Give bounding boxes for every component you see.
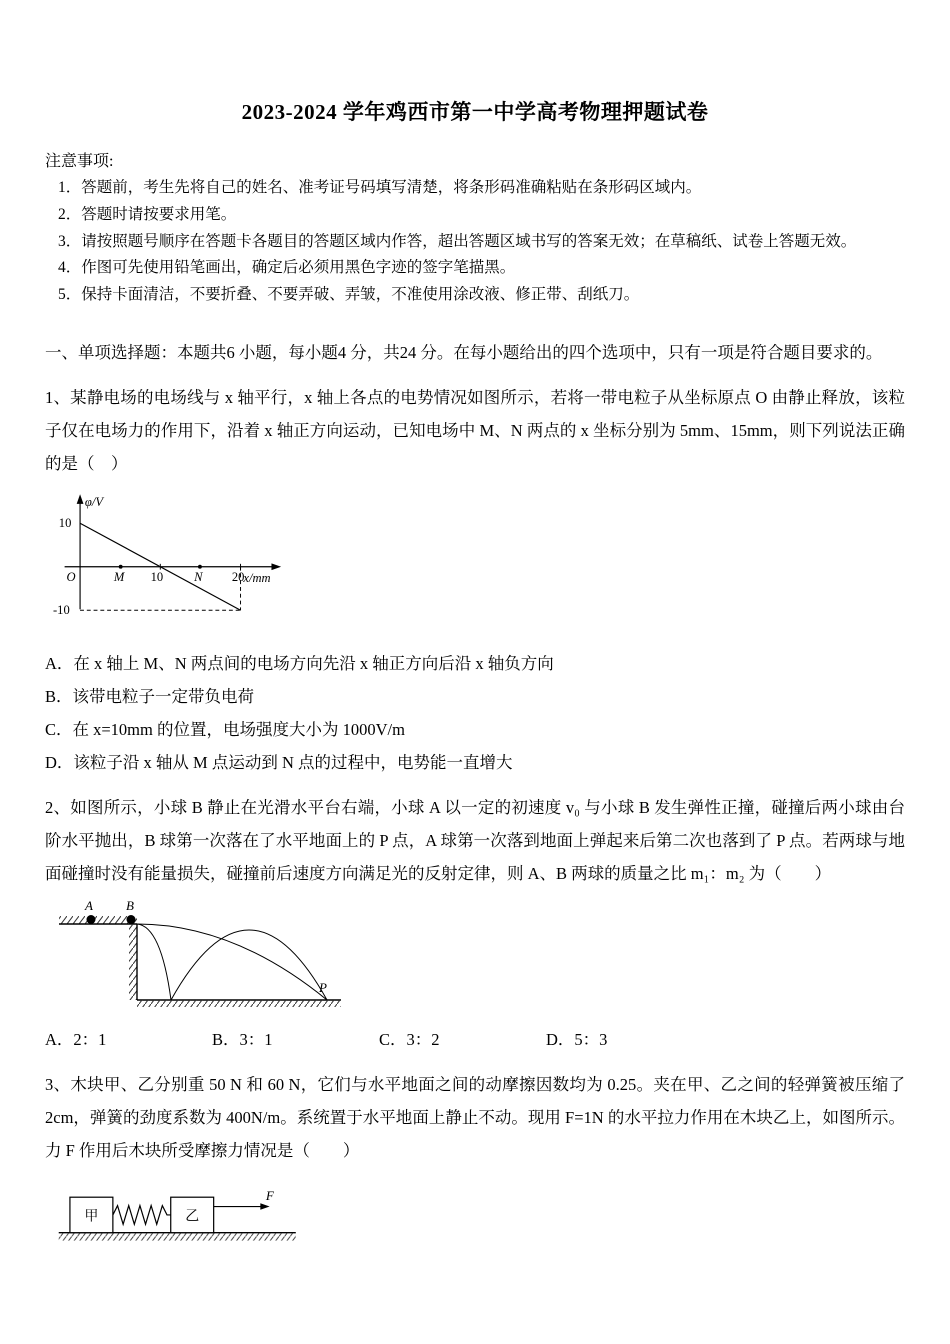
question-1-figure	[53, 490, 905, 633]
question-1-option-c: C．在 x=10mm 的位置，电场强度大小为 1000V/m	[45, 720, 405, 740]
notice-section	[45, 148, 905, 308]
y-axis-arrow-icon	[77, 495, 84, 505]
notice-item-2: 2．答题时请按要求用笔。	[58, 205, 237, 223]
trajectory-a-first-fall	[137, 924, 171, 1000]
question-1	[45, 381, 905, 779]
question-2-options	[45, 1023, 905, 1056]
notice-heading: 注意事项:	[45, 153, 114, 170]
force-arrowhead-icon	[260, 1204, 269, 1211]
question-2-option-b: B．3：1	[212, 1030, 273, 1050]
x-tick-10-label: 10	[150, 570, 164, 585]
block-jia-label: 甲	[84, 1210, 99, 1226]
section-1-heading: 一、单项选择题：本题共6 小题，每小题4 分，共24 分。在每小题给出的四个选项中，只有一项是符合题目要求的。	[45, 343, 883, 363]
y-tick-neg-10: -10	[53, 603, 70, 618]
y-tick-10: 10	[58, 516, 72, 531]
ball-a-label: A	[85, 900, 93, 914]
exam-title: 2023-2024 学年鸡西市第一中学高考物理押题试卷	[241, 100, 709, 124]
question-3-stem: 3、木块甲、乙分别重 50 N 和 60 N，它们与水平地面之间的动摩擦因数均为 0.25。夹在甲、乙之间的轻弹簧被压缩了 2cm，弹簧的劲度系数为 400N/m。系统置于水平地面上静止不动。现用 F=1N 的水平拉力作用在木块乙上，如图所示。力 F 作用后木块所受摩擦力情况是（ ）	[45, 1075, 905, 1161]
point-n-label: N	[194, 570, 203, 585]
question-2-option-d: D．5：3	[546, 1030, 608, 1050]
x-tick-20-label: 20	[231, 570, 245, 585]
ball-b-label: B	[126, 900, 134, 914]
spring-icon	[113, 1206, 171, 1225]
question-3	[45, 1068, 905, 1250]
q2-trajectory-diagram	[49, 900, 349, 1008]
notice-item-3: 3．请按照题号顺序在答题卡各题目的答题区域内作答，超出答题区域书写的答案无效；在草稿纸、试卷上答题无效。	[58, 232, 857, 250]
q3-spring-blocks-diagram	[55, 1183, 307, 1245]
point-p-label: P	[319, 980, 327, 996]
question-2-option-a: A．2：1	[45, 1030, 107, 1050]
question-2-stem: 2、如图所示，小球 B 静止在光滑水平台右端，小球 A 以一定的初速度 v₀ 与小球 B 发生弹性正撞，碰撞后两小球由台阶水平抛出，B 球第一次落在了水平地面上的 P 点，A 球第一次落到地面上弹起来后第二次也落到了 P 点。若两球与地面碰撞时没有能量损失，碰撞前后速度方向满足光的反射定律，则 A、B 两球的质量之比 m₁：m₂ 为（ ）	[45, 798, 905, 884]
question-3-figure	[55, 1183, 905, 1250]
ball-b-icon	[127, 915, 136, 924]
q1-potential-graph	[53, 490, 285, 628]
point-m-dot	[119, 565, 123, 569]
point-n-dot	[198, 565, 202, 569]
question-1-option-a: A．在 x 轴上 M、N 两点间的电场方向先沿 x 轴正方向后沿 x 轴负方向	[45, 654, 554, 674]
question-2-figure	[49, 900, 905, 1013]
ground-hatching	[137, 1000, 341, 1007]
notice-item-5: 5．保持卡面清洁，不要折叠、不要弄破、弄皱，不准使用涂改液、修正带、刮纸刀。	[58, 285, 640, 303]
question-1-option-d: D．该粒子沿 x 轴从 M 点运动到 N 点的过程中，电势能一直增大	[45, 753, 513, 773]
notice-item-4: 4．作图可先使用铅笔画出，确定后必须用黑色字迹的签字笔描黑。	[58, 259, 516, 277]
question-2	[45, 791, 905, 1056]
ball-a-icon	[87, 915, 96, 924]
platform-hatching	[59, 916, 137, 924]
block-yi-label: 乙	[185, 1210, 200, 1226]
x-axis-arrow-icon	[271, 564, 281, 571]
wall-hatching	[129, 924, 137, 1000]
question-1-option-b: B．该带电粒子一定带负电荷	[45, 687, 255, 707]
x-axis-label: x/mm	[243, 571, 271, 586]
origin-label: O	[66, 570, 76, 585]
question-1-stem: 1、某静电场的电场线与 x 轴平行，x 轴上各点的电势情况如图所示，若将一带电粒子从坐标原点 O 由静止释放，该粒子仅在电场力的作用下，沿着 x 轴正方向运动，已知电场中 M、N 两点的 x 坐标分别为 5mm、15mm，则下列说法正确的是（ ）	[45, 388, 905, 474]
ground-hatching	[59, 1234, 296, 1241]
question-2-option-c: C．3：2	[379, 1030, 440, 1050]
y-axis-label: φ/V	[84, 495, 103, 510]
point-m-label: M	[113, 570, 125, 585]
force-label: F	[265, 1188, 274, 1204]
notice-item-1: 1．答题前，考生先将自己的姓名、准考证号码填写清楚，将条形码准确粘贴在条形码区域内。	[58, 179, 702, 197]
trajectory-a-bounce	[171, 930, 327, 1000]
question-1-options	[45, 647, 905, 779]
trajectory-b	[137, 924, 327, 1000]
